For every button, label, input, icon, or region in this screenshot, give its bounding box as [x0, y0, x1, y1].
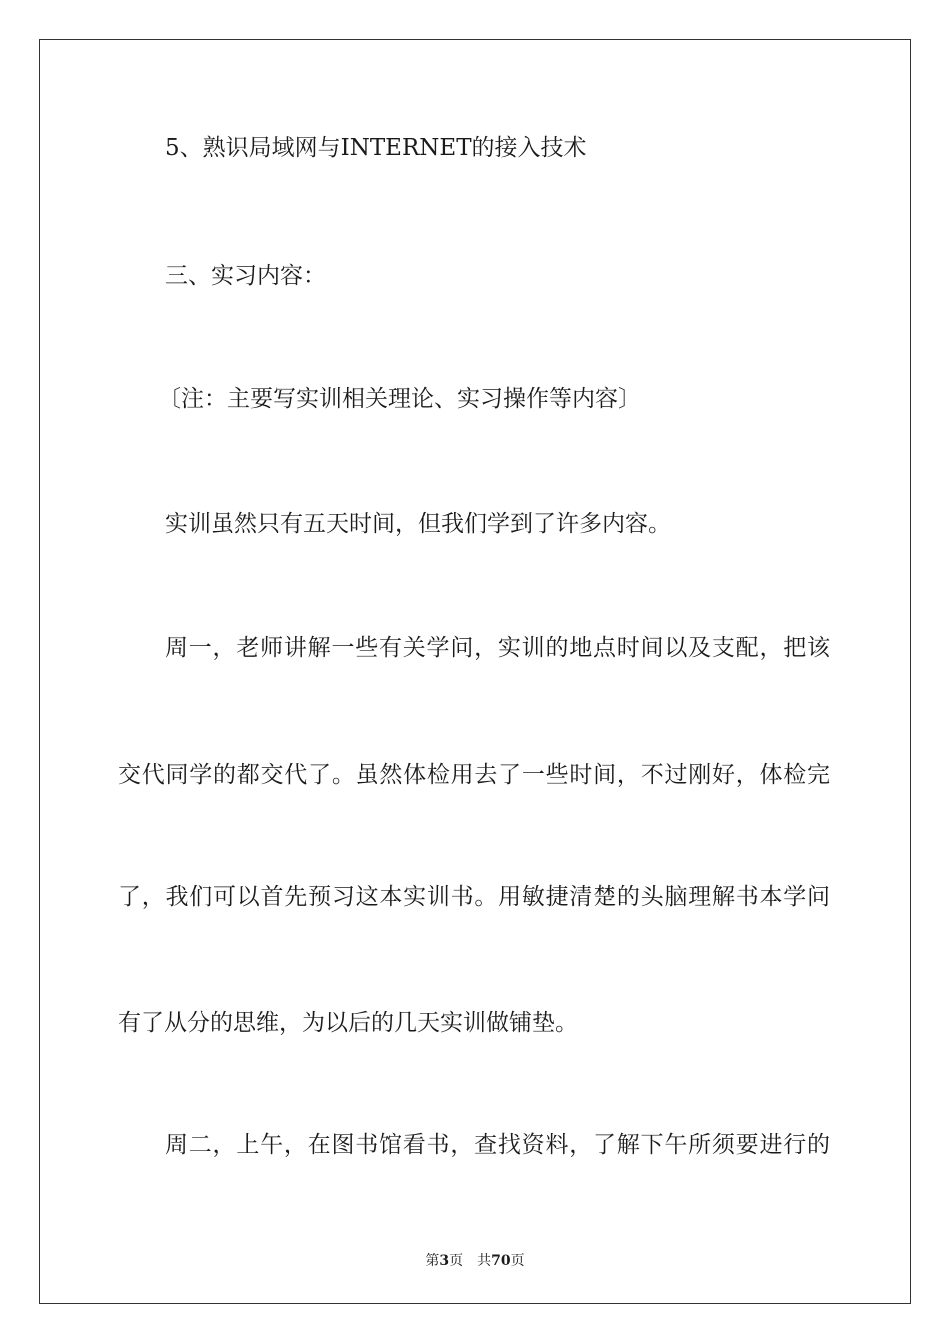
total-suffix: 页 [510, 1253, 525, 1269]
paragraph-line: 〔注：主要写实训相关理论、实习操作等内容〕 [158, 386, 641, 412]
page-number: 3 [439, 1253, 450, 1269]
paragraph-line: 有了从分的思维，为以后的几天实训做铺垫。 [118, 1010, 578, 1036]
paragraph-line: 周二，上午，在图书馆看书，查找资料，了解下午所须要进行的 [165, 1132, 830, 1158]
paragraph-line: 交代同学的都交代了。虽然体检用去了一些时间，不过刚好，体检完 [118, 762, 830, 788]
paragraph-line: 了，我们可以首先预习这本实训书。用敏捷清楚的头脑理解书本学问 [118, 884, 830, 910]
total-pages: 70 [491, 1253, 511, 1269]
paragraph-line: 周一，老师讲解一些有关学问，实训的地点时间以及支配，把该 [165, 635, 830, 661]
paragraph-line: 5、熟识局域网与INTERNET的接入技术 [165, 135, 587, 161]
page-border [39, 39, 911, 1304]
page-footer [0, 1250, 950, 1270]
total-prefix: 共 [477, 1253, 492, 1269]
section-heading: 三、实习内容： [165, 263, 326, 289]
page-suffix: 页 [449, 1253, 464, 1269]
page-prefix: 第 [425, 1253, 440, 1269]
paragraph-line: 实训虽然只有五天时间，但我们学到了许多内容。 [165, 511, 671, 537]
